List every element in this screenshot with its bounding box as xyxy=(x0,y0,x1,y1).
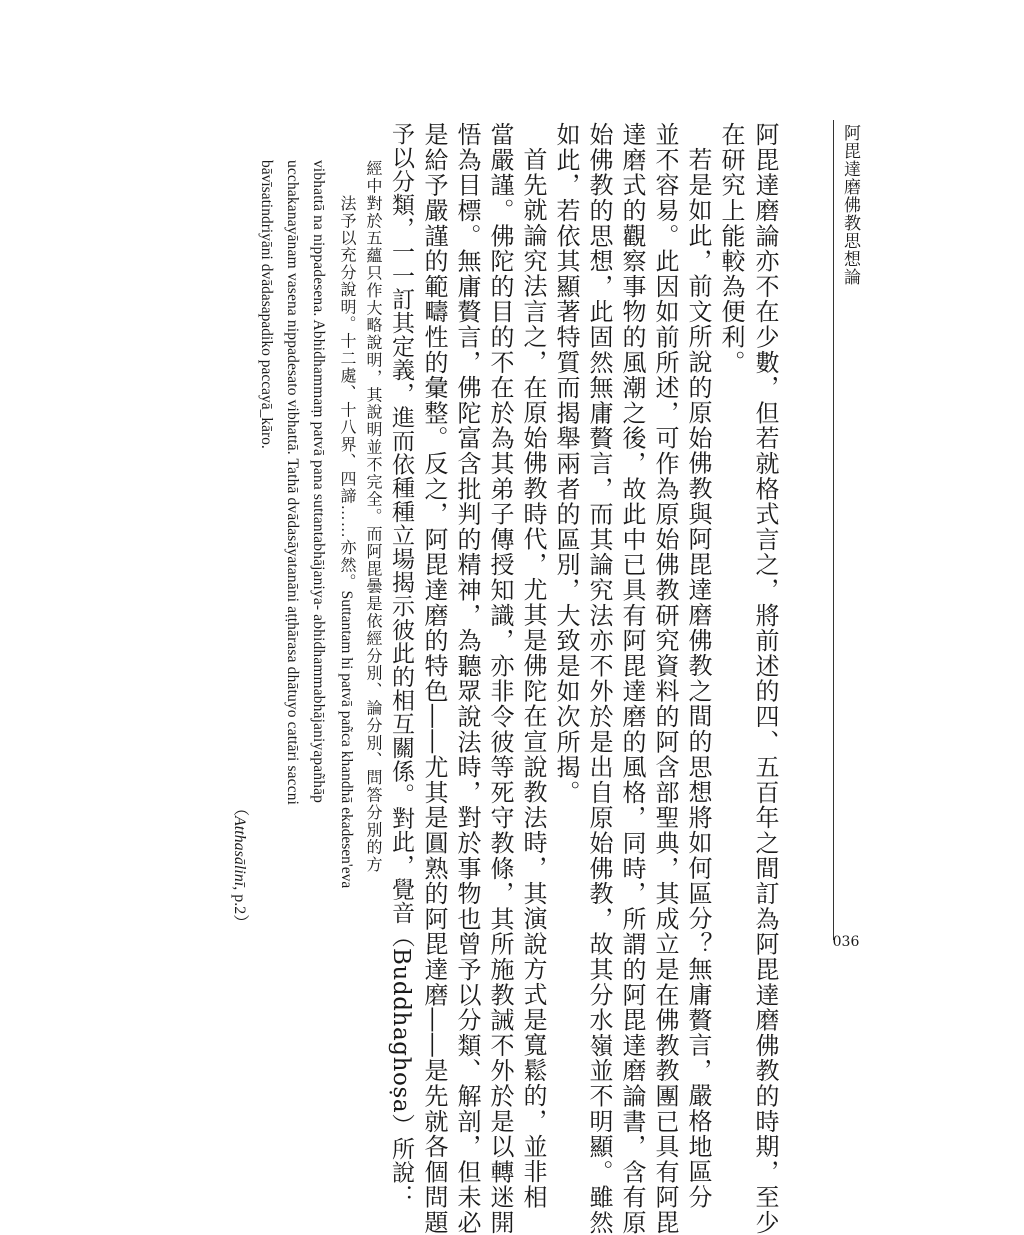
citation xyxy=(228,800,251,930)
body-column-10: 悟為目標。無庸贅言，佛陀富含批判的精神，為聽眾說法時，對於事物也曾予以分類、解剖，但未必 xyxy=(453,122,481,1235)
page-number: 036 xyxy=(832,934,860,950)
quote-column-2: 法予以充分說明。十二處、十八界、四諦……亦然。 xyxy=(338,195,355,591)
citation-page: , p.2） xyxy=(231,886,248,931)
body-column-8: 首先就論究法言之，在原始佛教時代，尤其是佛陀在宣說教法時，其演說方式是寬鬆的，並非相 xyxy=(519,147,547,1210)
quote-column-2-wrapper xyxy=(334,195,358,888)
body-column-4: 並不容易。此因如前所述，可作為原始佛教研究資料的阿含部聖典，其成立是在佛教教團已具有阿毘 xyxy=(651,122,679,1235)
pali-column-2: vibhattā na nippadesena. Abhidhammaṃ patvā pana suttantabhājaniya- abhidhammabhājaniyapañhāp xyxy=(310,160,327,804)
body-column-3: 若是如此，前文所說的原始佛教與阿毘達磨佛教之間的思想將如何區分？無庸贅言，嚴格地區分 xyxy=(684,147,712,1210)
body-column-6: 始佛教的思想，此固然無庸贅言，而其論究法亦不外於是出自原始佛教，故其分水嶺並不明顯。雖然 xyxy=(585,122,613,1235)
pali-column-1: Suttantam hi patvā pañca khandhā ekadesen'eva xyxy=(338,590,355,889)
body-column-9: 當嚴謹。佛陀的目的不在於為其弟子傳授知識，亦非令彼等死守教條，其所施教誡不外於是以轉迷開 xyxy=(486,122,514,1235)
body-column-5: 達磨式的觀察事物的風潮之後，故此中已具有阿毘達磨的風格，同時，所謂的阿毘達磨論書，含有原 xyxy=(618,122,646,1235)
body-column-2: 在研究上能較為便利。 xyxy=(717,122,745,375)
body-column-1: 阿毘達磨論亦不在少數，但若就格式言之，將前述的四、五百年之間訂為阿毘達磨佛教的時期，至少 xyxy=(751,122,779,1235)
citation-title: Atthasālinī xyxy=(231,816,248,887)
body-column-12: 予以分類，一一訂其定義，進而依種種立場揭示彼此的相互關係。對此，覺音（Buddhaghoṣa）所說： xyxy=(388,122,414,1208)
citation-open-paren: （ xyxy=(231,800,248,816)
running-header: 阿毘達磨佛教思想論 xyxy=(840,124,860,286)
body-column-7: 如此，若依其顯著特質而揭舉兩者的區別，大致是如次所揭。 xyxy=(552,122,580,806)
quote-column-1: 經中對於五蘊只作大略說明，其說明並不完全。而阿毘曇是依經分別、論分別、問答分別的方 xyxy=(364,160,381,874)
pali-column-3: ucchakanayānam vasena nippadesato vibhattā. Tathā dvādasāyatanāni aṭṭhārasa dhātuyo cattāri saccni xyxy=(284,160,301,806)
header-rule xyxy=(833,120,834,940)
body-column-11: 是給予嚴謹的範疇性的彙整。反之，阿毘達磨的特色――尤其是圓熟的阿毘達磨――是先就各個問題 xyxy=(420,122,448,1235)
pali-column-4: bāvīsatindriyāni dvādasapadiko paccayā_kāro. xyxy=(258,160,275,449)
